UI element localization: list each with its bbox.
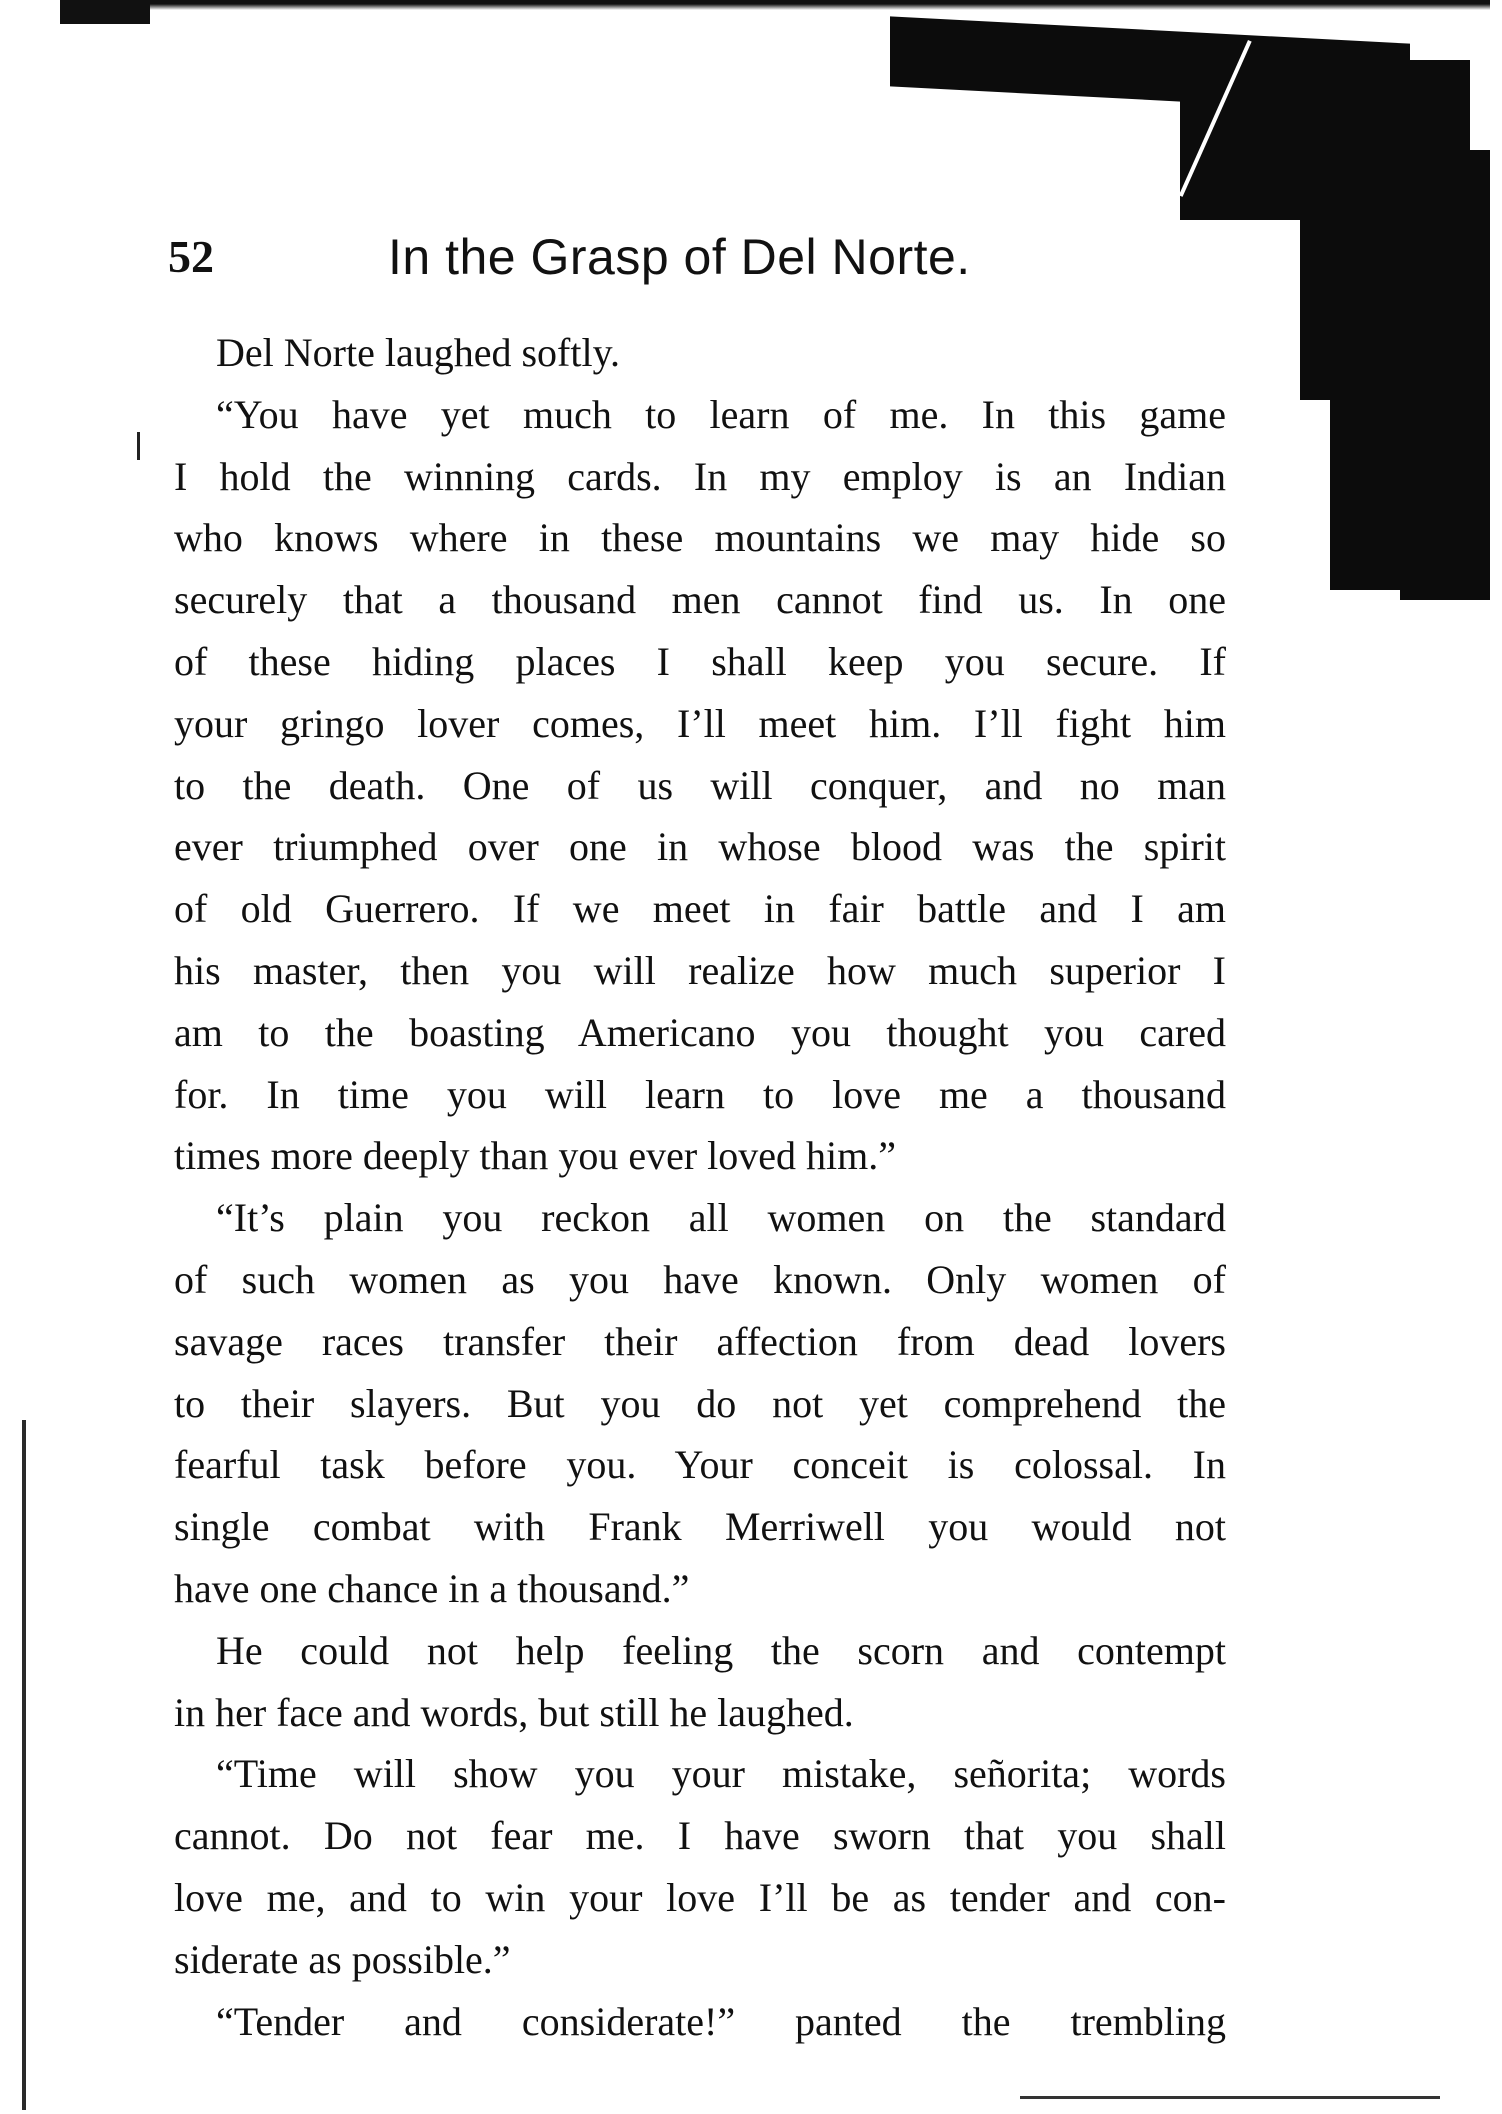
body-text xyxy=(174,322,1226,2052)
page-number: 52 xyxy=(168,231,214,282)
text-line: to the death. One of us will conquer, and no man xyxy=(174,762,1226,808)
text-line: single combat with Frank Merriwell you would not xyxy=(174,1504,1226,1550)
text-line: am to the boasting Americano you thought you cared xyxy=(174,1009,1226,1055)
scan-edge-top xyxy=(60,0,1490,10)
text-line: of such women as you have known. Only women of xyxy=(174,1256,1226,1302)
scan-shadow xyxy=(1400,560,1490,600)
text-line: savage races transfer their affection from dead lovers xyxy=(174,1318,1226,1364)
text-line: securely that a thousand men cannot find us. In one xyxy=(174,577,1226,623)
text-line: fearful task before you. Your conceit is colossal. In xyxy=(174,1442,1226,1488)
text-line: for. In time you will learn to love me a thousand xyxy=(174,1071,1226,1117)
scan-edge-corner xyxy=(60,0,150,24)
text-line: to their slayers. But you do not yet comprehend the xyxy=(174,1380,1226,1426)
text-line: in her face and words, but still he laughed. xyxy=(174,1689,854,1735)
text-line: siderate as possible.” xyxy=(174,1936,511,1982)
text-line: ever triumphed over one in whose blood was the spirit xyxy=(174,824,1226,870)
text-line: “You have yet much to learn of me. In this game xyxy=(216,391,1226,437)
text-line: your gringo lover comes, I’ll meet him. I’ll fight him xyxy=(174,700,1226,746)
text-line: He could not help feeling the scorn and contempt xyxy=(216,1627,1226,1673)
text-line: who knows where in these mountains we may hide so xyxy=(174,515,1226,561)
running-title: In the Grasp of Del Norte. xyxy=(388,229,971,285)
text-line: his master, then you will realize how much superior I xyxy=(174,947,1226,993)
bottom-scan-rule xyxy=(1020,2096,1440,2099)
margin-mark xyxy=(137,432,140,460)
text-line: love me, and to win your love I’ll be as tender and con- xyxy=(174,1874,1226,1920)
text-line: I hold the winning cards. In my employ is an Indian xyxy=(174,453,1226,499)
text-line: of old Guerrero. If we meet in fair battle and I am xyxy=(174,886,1226,932)
text-line: times more deeply than you ever loved him.” xyxy=(174,1133,897,1179)
text-line: “Tender and considerate!” panted the trembling xyxy=(216,1998,1226,2044)
text-line: “Time will show you your mistake, señorita; words xyxy=(216,1751,1226,1797)
text-line: “It’s plain you reckon all women on the standard xyxy=(216,1195,1226,1241)
text-line: Del Norte laughed softly. xyxy=(216,330,620,375)
text-line: cannot. Do not fear me. I have sworn that you shall xyxy=(174,1813,1226,1859)
scan-shadow xyxy=(1300,150,1490,400)
binding-edge-line xyxy=(22,1420,26,2110)
running-head xyxy=(168,222,1068,292)
text-line: have one chance in a thousand.” xyxy=(174,1565,690,1611)
scan-shadow xyxy=(1330,380,1490,590)
text-line: of these hiding places I shall keep you secure. If xyxy=(174,638,1226,684)
